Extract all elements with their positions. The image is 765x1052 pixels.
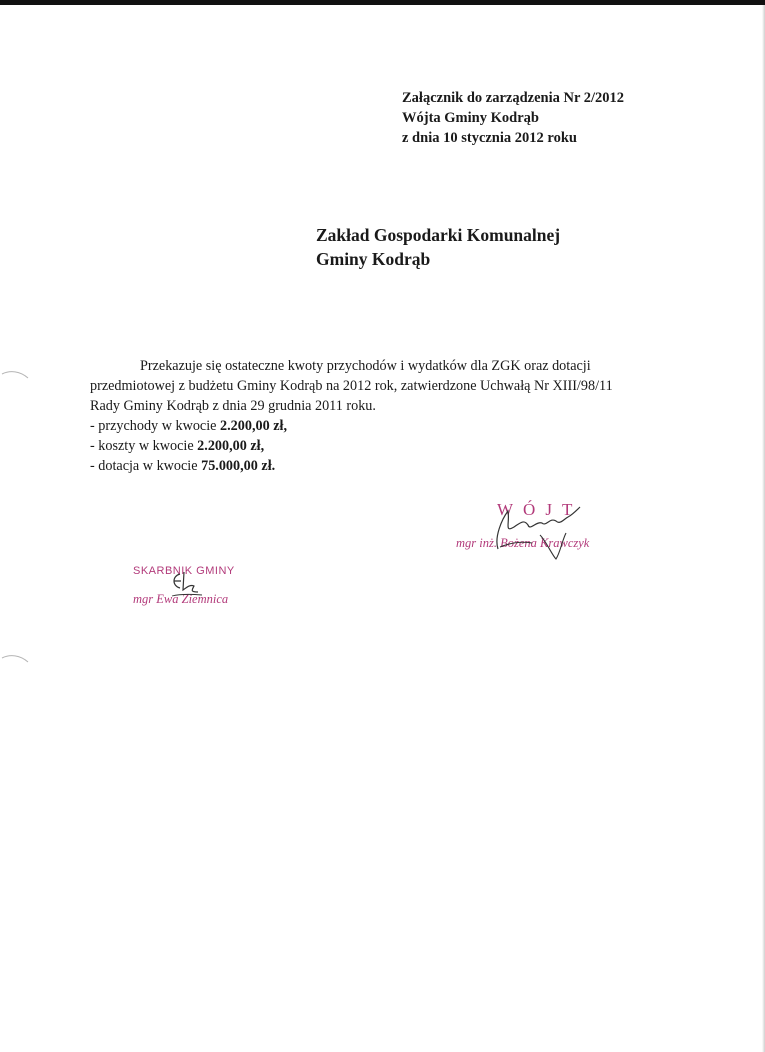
- annex-header-line-1: Załącznik do zarządzenia Nr 2/2012: [402, 90, 625, 106]
- amount-item-revenue: [90, 416, 670, 436]
- amount-item-subsidy: [90, 456, 670, 476]
- annex-header: [402, 88, 624, 148]
- amount-value: 2.200,00 zł,: [220, 418, 288, 434]
- amount-item-costs: [90, 436, 670, 456]
- annex-header-line-3: z dnia 10 stycznia 2012 roku: [402, 130, 577, 146]
- body-line-1: Przekazuje się ostateczne kwoty przychodów i wydatków dla ZGK oraz dotacji: [140, 358, 591, 374]
- annex-header-line-2: Wójta Gminy Kodrąb: [402, 110, 539, 126]
- body-line-2: przedmiotowej z budżetu Gminy Kodrąb na 2012 rok, zatwierdzone Uchwałą Nr XIII/98/11: [90, 378, 613, 394]
- wojt-stamp-title: WÓJT: [497, 500, 583, 519]
- punch-hole-mark: [0, 652, 40, 664]
- amount-value: 75.000,00 zł.: [201, 458, 276, 474]
- body-line-3: Rady Gminy Kodrąb z dnia 29 grudnia 2011 roku.: [90, 398, 376, 414]
- punch-hole-mark: [0, 368, 40, 380]
- wojt-signature: [480, 497, 590, 562]
- recipient-title-line-2: Gminy Kodrąb: [316, 249, 431, 269]
- body-text: [90, 356, 670, 476]
- recipient-title: [316, 223, 560, 271]
- skarbnik-signature: [168, 566, 208, 602]
- recipient-title-line-1: Zakład Gospodarki Komunalnej: [316, 225, 561, 245]
- wojt-stamp-name: mgr inż. Bożena Krawczyk: [456, 536, 590, 550]
- skarbnik-stamp-name: mgr Ewa Ziemnica: [133, 592, 229, 606]
- amount-item-label: - koszty w kwocie: [90, 438, 198, 454]
- amount-item-label: - dotacja w kwocie: [90, 458, 202, 474]
- amount-item-label: - przychody w kwocie: [90, 418, 221, 434]
- amount-value: 2.200,00 zł,: [197, 438, 265, 454]
- skarbnik-stamp-title: SKARBNIK GMINY: [133, 565, 235, 577]
- scan-top-border: [0, 0, 765, 5]
